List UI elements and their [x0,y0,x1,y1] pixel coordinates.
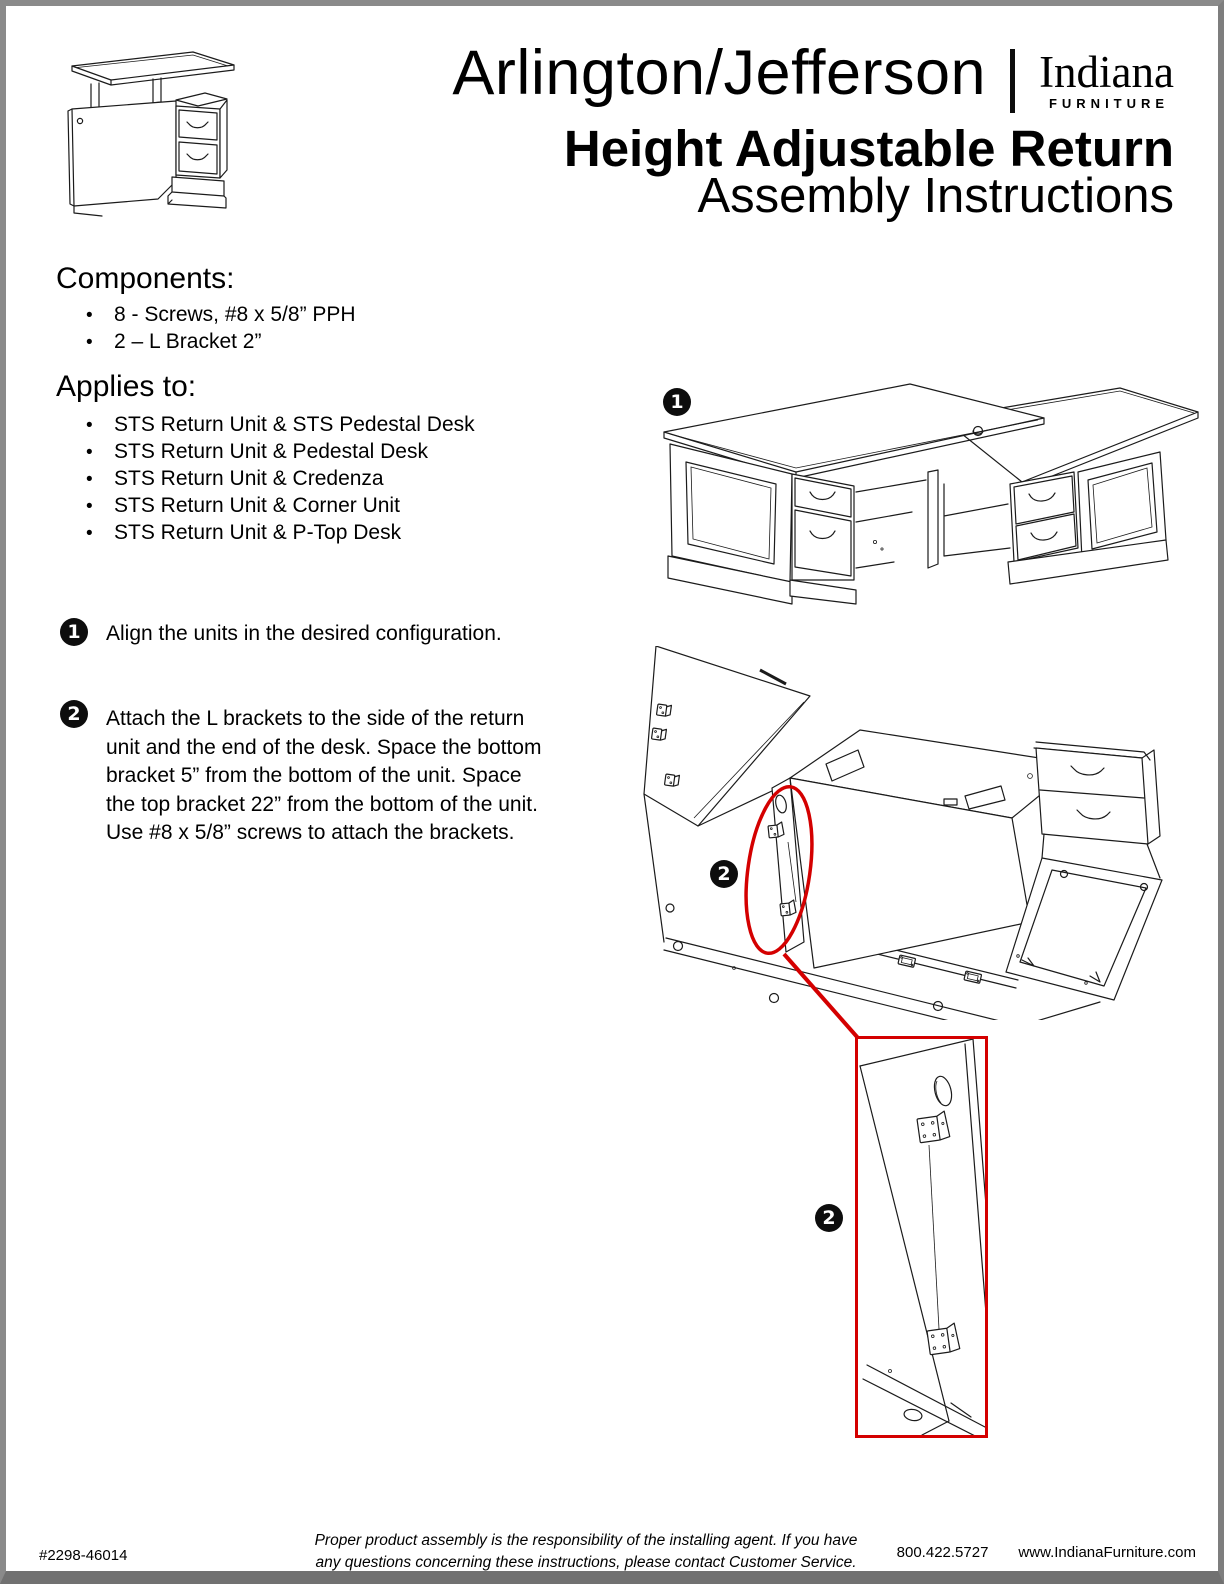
disclaimer-line: any questions concerning these instructions, please contact Customer Service. [315,1553,857,1571]
bullet-icon: • [86,442,93,463]
footer-disclaimer [206,1530,966,1573]
step-2-line: Use #8 x 5/8” screws to attach the brackets. [106,821,515,845]
bullet-icon: • [86,496,93,517]
document-number: #2298-46014 [39,1547,128,1564]
step-2-number-badge: 2 [60,700,88,728]
brand-name: Indiana [1039,47,1174,97]
step-1-text: Align the units in the desired configuration. [106,622,502,645]
step-2-text [106,705,586,848]
bullet-icon: • [86,305,93,326]
website-url: www.IndianaFurniture.com [1018,1544,1196,1561]
list-item [84,439,475,466]
detail-leader-line [776,946,868,1046]
bullet-icon: • [86,415,93,436]
document-subtitle-bold: Height Adjustable Return [563,120,1174,177]
step-1-number-badge: 1 [60,618,88,646]
product-thumbnail-drawing [58,36,248,228]
list-item [84,302,356,329]
disclaimer-line: Proper product assembly is the responsibility of the installing agent. If you have [314,1532,858,1549]
list-item [84,520,475,547]
footer-contact [897,1544,1196,1561]
figure-bracket-attachment [638,646,1200,1020]
list-item [84,329,356,356]
step-2-line: Attach the L brackets to the side of the return [106,707,525,730]
applies-item-label: STS Return Unit & Corner Unit [114,494,400,517]
step-2-line: the top bracket 22” from the bottom of the unit. [106,792,538,816]
list-item [84,412,475,439]
components-list [84,302,356,356]
list-item [84,493,475,520]
components-heading: Components: [56,262,235,295]
applies-item-label: STS Return Unit & P-Top Desk [114,521,402,544]
phone-number: 800.422.5727 [896,1544,989,1561]
component-item-label: 8 - Screws, #8 x 5/8” PPH [114,303,356,326]
applies-to-list [84,412,475,547]
applies-to-heading: Applies to: [56,370,197,403]
figure-1-number-badge: 1 [663,388,691,416]
step-2-line: bracket 5” from the bottom of the unit. Space [106,764,522,788]
figure-aligned-configuration [642,372,1200,620]
applies-item-label: STS Return Unit & Credenza [114,467,384,490]
detail-callout-box [855,1036,988,1438]
bullet-icon: • [86,469,93,490]
logo-divider [1010,49,1015,113]
bullet-icon: • [86,523,93,544]
step-2-line: unit and the end of the desk. Space the bottom [106,735,542,759]
figure-2-number-badge: 2 [710,860,738,888]
header [452,38,1174,113]
brand-subname: FURNITURE [1048,96,1170,112]
component-item-label: 2 – L Bracket 2” [114,330,262,353]
detail-number-badge: 2 [815,1204,843,1232]
document-subtitle: Assembly Instructions [697,169,1174,223]
applies-item-label: STS Return Unit & STS Pedestal Desk [114,413,475,436]
applies-item-label: STS Return Unit & Pedestal Desk [114,440,428,463]
bullet-icon: • [86,332,93,353]
page-title: Arlington/Jefferson [452,38,987,108]
list-item [84,466,475,493]
brand-logo [1039,47,1174,112]
detail-drawing [858,1039,985,1435]
